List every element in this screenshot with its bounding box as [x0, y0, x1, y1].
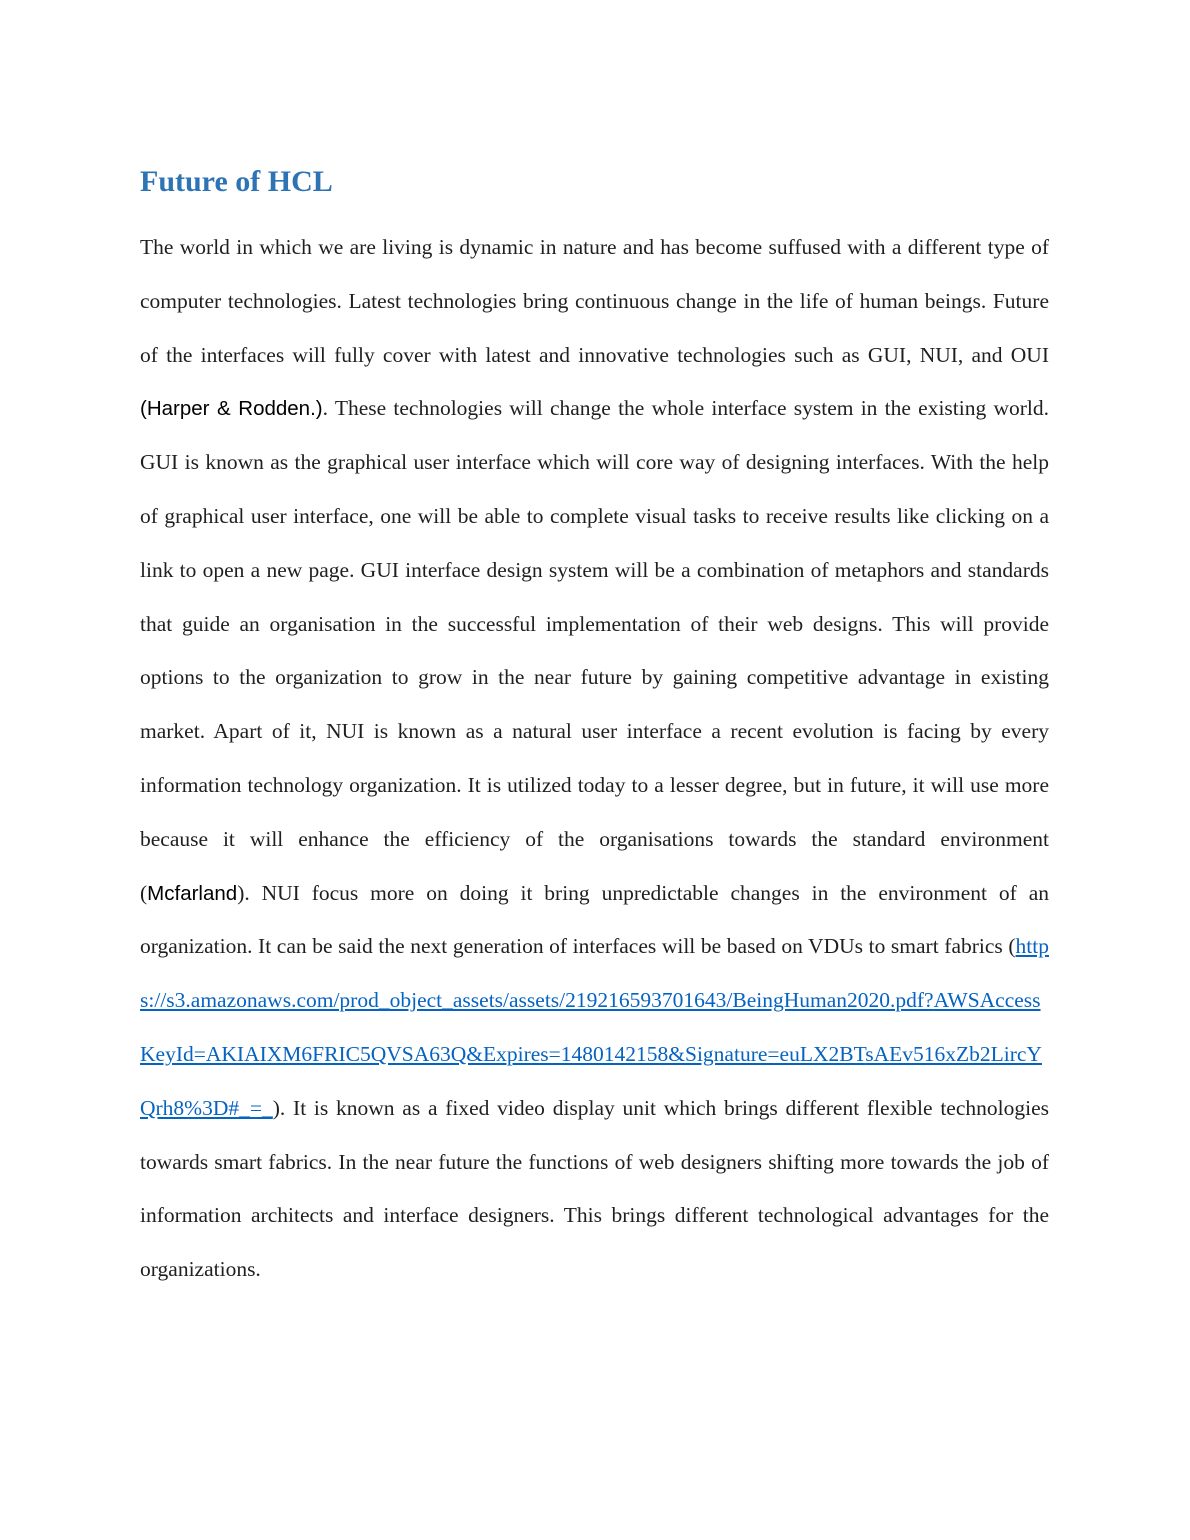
- reference-link-part-2[interactable]: AWSAccessKeyId=AKIAIXM6FRIC5QVSA63Q&Expires=1480142158&Signature=euLX2BT: [140, 988, 1041, 1066]
- reference-link-part-3[interactable]: sAEv516xZb2LircYQrh8%3D#_=_: [140, 1041, 1042, 1120]
- citation-harper-rodden: (Harper & Rodden.): [140, 397, 323, 421]
- citation-mcfarland: Mcfarland: [147, 881, 238, 905]
- reference-link[interactable]: [140, 934, 1049, 1119]
- paragraph-text-2: . These technologies will change the whole interface system in the existing world. GUI is known as the graphical user interface which will core way of designing interfaces. With the help of graphical user interface, one will be able to complete visual tasks to receive results like clicking on a link to open a new page. GUI interface design system will be a combination of metaphors and standards that guide an organisation in the successful implementation of their web designs. This will provide options to the organization to grow in the near future by gaining competitive advantage in existing market. Apart of it, NUI is known as a natural user interface a recent evolution is facing by every information technology organization. It is utilized today to a lesser degree, but in future, it will use more because it will enhance the efficiency of the organisations towards the standard environment (: [140, 396, 1050, 905]
- reference-link-part-1[interactable]: https://s3.amazonaws.com/prod_object_assets/assets/219216593701643/BeingHuman2020.pdf?: [140, 934, 1049, 1013]
- paragraph-text-1: The world in which we are living is dynamic in nature and has become suffused with a different type of computer technologies. Latest technologies bring continuous change in the life of human beings. Future of the interfaces will fully cover with latest and innovative technologies such as GUI, NUI, and OUI: [140, 235, 1049, 367]
- paragraph-text-3: ). NUI focus more on doing it bring unpredictable changes in the environment of an organization. It can be said the next generation of interfaces will be based on VDUs to smart fabrics (: [140, 880, 1049, 959]
- page-title: Future of HCL: [140, 165, 333, 198]
- paragraph-text-4: ). It is known as a fixed video display unit which brings different flexible technologies towards smart fabrics. In the near future the functions of web designers shifting more towards the job of information architects and interface designers. This brings different technological advantages for the organizations.: [140, 1095, 1049, 1282]
- body-paragraph: [140, 221, 1049, 1297]
- document-page: [140, 160, 1049, 1297]
